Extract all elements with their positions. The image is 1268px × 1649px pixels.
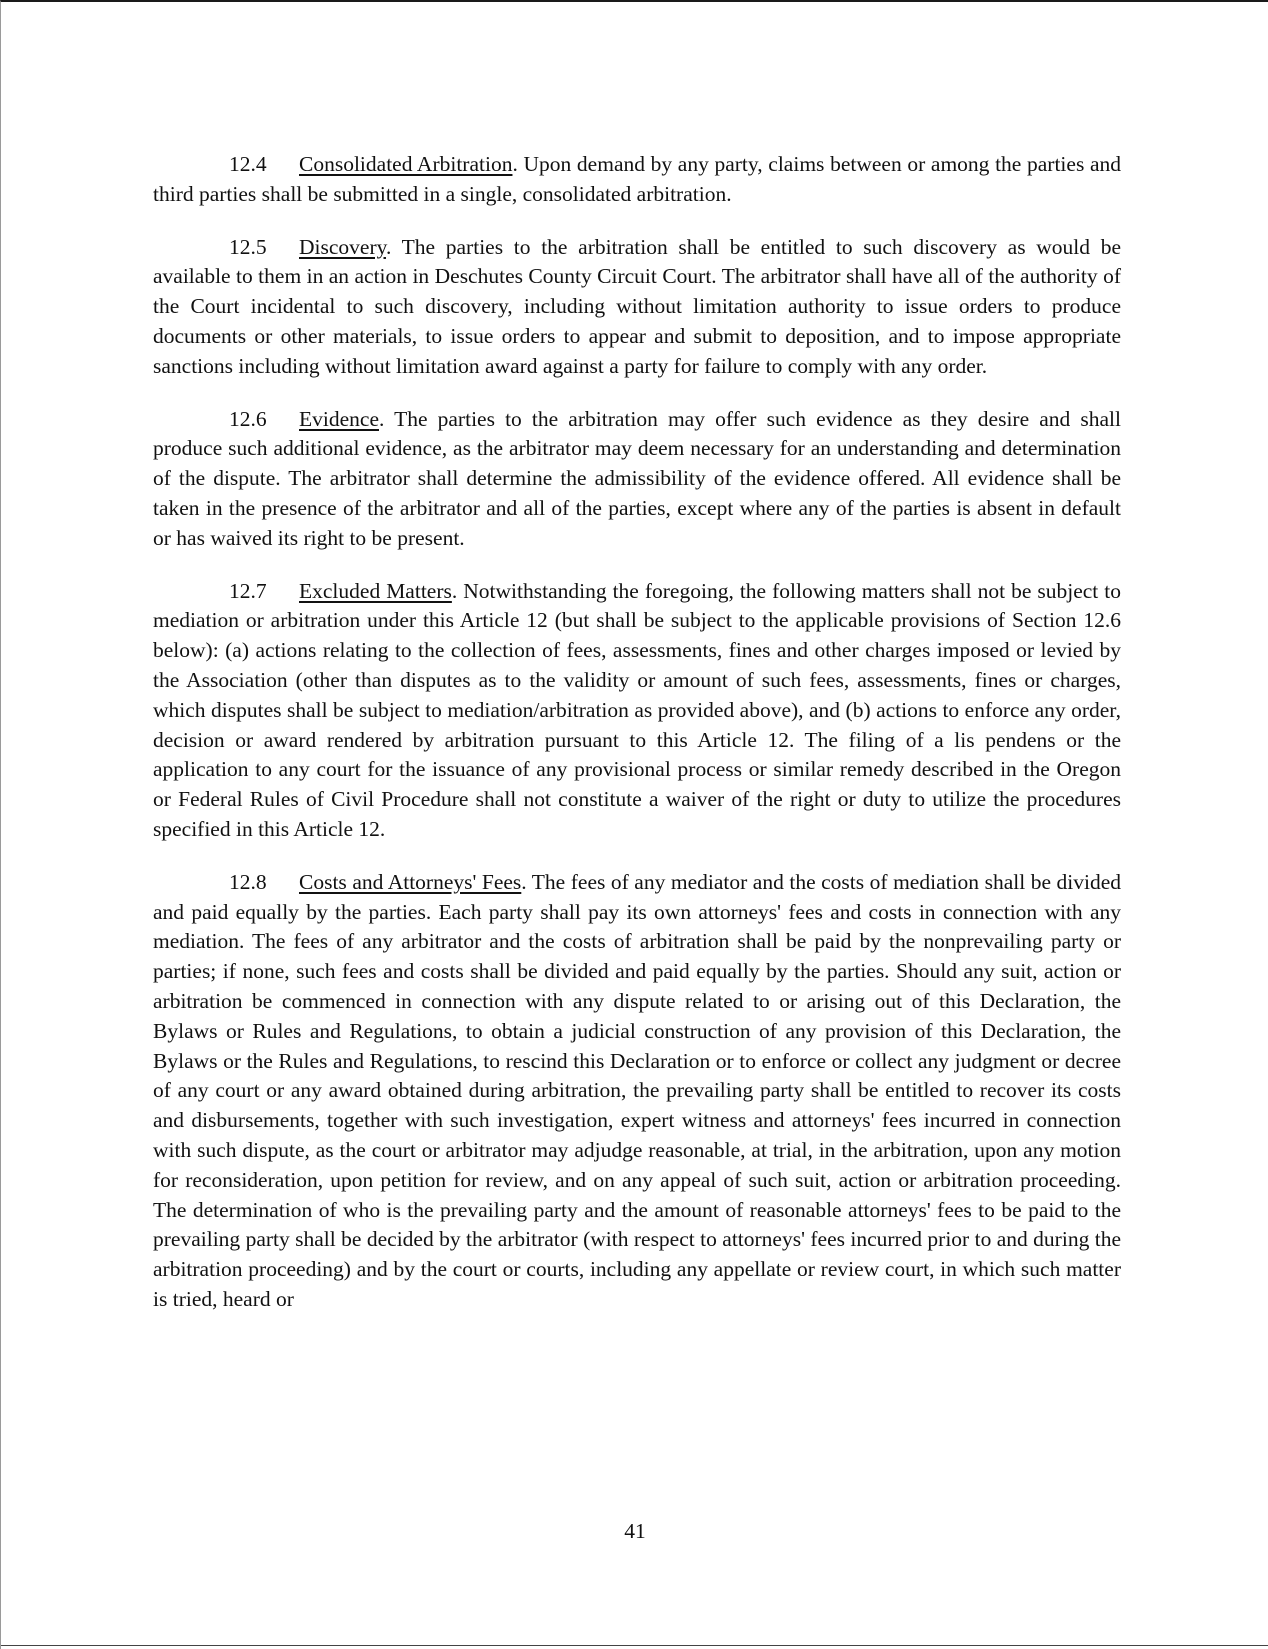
section-body: . The parties to the arbitration may offer such evidence as they desire and shall produce such additional evidence, as the arbitrator may deem necessary for an understanding and determination of the dispute. The arbitrator shall determine the admissibility of the evidence offered. All evidence shall be taken in the presence of the arbitrator and all of the parties, except where any of the parties is absent in default or has waived its right to be present. — [153, 406, 1121, 550]
section-heading: Excluded Matters — [299, 578, 452, 603]
section-number: 12.5 — [229, 234, 267, 259]
section-heading: Consolidated Arbitration — [299, 152, 513, 176]
section-body: . The fees of any mediator and the costs of mediation shall be divided and paid equally by the parties. Each party shall pay its own attorneys' fees and costs in connection with any mediation. The fees of any arbitrator and the costs of arbitration shall be paid by the nonprevailing party or parties; if none, such fees and costs shall be divided and paid equally by the parties. Should any suit, action or arbitration be commenced in connection with any dispute related to or arising out of this Declaration, the Bylaws or Rules and Regulations, to obtain a judicial construction of any provision of this Declaration, the Bylaws or the Rules and Regulations, to rescind this Declaration or to enforce or collect any judgment or decree of any court or any award obtained during arbitration, the prevailing party shall be entitled to recover its costs and disbursements, together with such investigation, expert witness and attorneys' fees incurred in connection with such dispute, as the court or arbitrator may adjudge reasonable, at trial, in the arbitration, upon any motion for reconsideration, upon petition for review, and on any appeal of such suit, action or arbitration proceeding. The determination of who is the prevailing party and the amount of reasonable attorneys' fees to be paid to the prevailing party shall be decided by the arbitrator (with respect to attorneys' fees incurred prior to and during the arbitration proceeding) and by the court or courts, including any appellate or review court, in which such matter is tried, heard or — [153, 869, 1122, 1311]
section-heading: Discovery — [299, 234, 386, 259]
section-number: 12.4 — [229, 152, 267, 176]
section-number: 12.8 — [229, 869, 267, 894]
section-12-5 — [153, 233, 1121, 382]
page-number: 41 — [624, 1519, 646, 1543]
section-number: 12.7 — [229, 578, 267, 603]
section-12-6 — [153, 405, 1121, 554]
section-12-8 — [153, 868, 1121, 1315]
section-12-4 — [153, 150, 1121, 210]
section-12-7 — [153, 577, 1121, 845]
section-heading: Costs and Attorneys' Fees — [299, 869, 522, 894]
section-number: 12.6 — [229, 406, 267, 431]
section-body: . Upon demand by any party, claims between or among the parties and third parties shall be submitted in a single, consolidated arbitration. — [153, 152, 1122, 206]
section-heading: Evidence — [299, 406, 379, 431]
section-body: . Notwithstanding the foregoing, the following matters shall not be subject to mediation or arbitration under this Article 12 (but shall be subject to the applicable provisions of Section 12.6 below): (a) actions relating to the collection of fees, assessments, fines and other charges imposed or levied by the Association (other than disputes as to the validity or amount of such fees, assessments, fines or charges, which disputes shall be subject to mediation/arbitration as provided above), and (b) actions to enforce any order, decision or award rendered by arbitration pursuant to this Article 12. The filing of a lis pendens or the application to any court for the issuance of any provisional process or similar remedy described in the Oregon or Federal Rules of Civil Procedure shall not constitute a waiver of the right or duty to utilize the procedures specified in this Article 12. — [153, 578, 1121, 841]
page-body — [153, 150, 1121, 1338]
section-body: . The parties to the arbitration shall be entitled to such discovery as would be available to them in an action in Deschutes County Circuit Court. The arbitrator shall have all of the authority of the Court incidental to such discovery, including without limitation authority to issue orders to produce documents or other materials, to issue orders to appear and submit to deposition, and to impose appropriate sanctions including without limitation award against a party for failure to comply with any order. — [153, 234, 1121, 378]
